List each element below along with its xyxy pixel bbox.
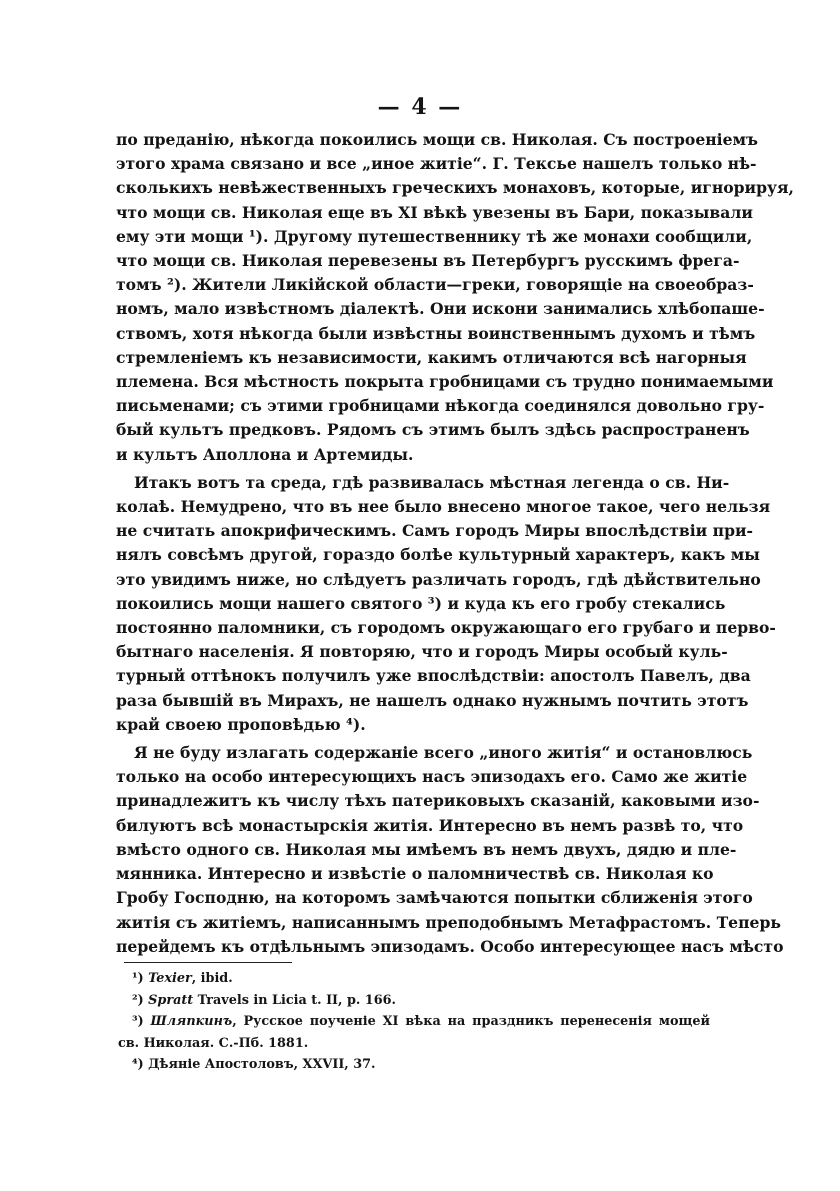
- footnote-text: Дѣяніе Апостоловъ, XXVII, 37.: [148, 1057, 376, 1072]
- text-line: колаѣ. Немудрено, что въ нее было внесено многое такое, чего нельзя: [116, 497, 771, 517]
- footnote-mark: ¹): [132, 971, 144, 986]
- text-line: перейдемъ къ отдѣльнымъ эпизодамъ. Особо интересующее насъ мѣсто: [116, 936, 784, 956]
- footnote-5: [118, 1054, 710, 1076]
- footnote-author: Spratt: [148, 992, 194, 1008]
- text-line: бытнаго населенія. Я повторяю, что и городъ Миры особый куль-: [116, 642, 728, 662]
- text-line: и культъ Аполлона и Артемиды.: [116, 444, 414, 464]
- text-line: этого храма связано и все „иное житіе“. Г. Тексье нашелъ только нѣ-: [116, 154, 757, 174]
- text-line: не считать апокрифическимъ. Самъ городъ Миры впослѣдствіи при-: [116, 521, 754, 541]
- text-line: Я не буду излагать содержаніе всего „иного житія“ и остановлюсь: [134, 743, 753, 763]
- text-line: что мощи св. Николая еще въ XI вѣкѣ увезены въ Бари, показывали: [116, 202, 753, 222]
- text-line: племена. Вся мѣстность покрыта гробницами съ трудно понимаемыми: [116, 372, 774, 392]
- text-line: только на особо интересующихъ насъ эпизодахъ его. Само же житіе: [116, 767, 748, 787]
- footnotes: [118, 968, 710, 1076]
- text-line: номъ, мало извѣстномъ діалектѣ. Они искони занимались хлѣбопаше-: [116, 299, 765, 319]
- paragraph-1: [116, 128, 794, 467]
- text-line: постоянно паломники, съ городомъ окружающаго его грубаго и перво-: [116, 618, 776, 638]
- text-line: раза бывшій въ Мирахъ, не нашелъ однако нужнымъ почтить этотъ: [116, 690, 749, 710]
- footnote-author: Шляпкинъ: [150, 1014, 233, 1029]
- text-line: мянника. Интересно и извѣстіе о паломничествѣ св. Николая ко: [116, 864, 714, 884]
- text-line: билуютъ всѣ монастырскія житія. Интересно въ немъ развѣ то, что: [116, 815, 744, 835]
- footnote-divider: [124, 962, 292, 963]
- text-line: вмѣсто одного св. Николая мы имѣемъ въ немъ двухъ, дядю и пле-: [116, 839, 737, 859]
- footnote-4: [118, 1033, 710, 1055]
- footnote-1: [118, 968, 710, 990]
- text-line: ему эти мощи ¹). Другому путешественнику тѣ же монахи сообщили,: [116, 226, 753, 246]
- footnote-mark: ²): [132, 992, 144, 1008]
- text-line: стремленіемъ къ независимости, какимъ отличаются всѣ нагорныя: [116, 347, 747, 367]
- text-line: Итакъ вотъ та среда, гдѣ развивалась мѣстная легенда о св. Ни-: [134, 472, 730, 492]
- text-line: край своею проповѣдью ⁴).: [116, 714, 366, 734]
- text-line: томъ ²). Жители Ликійской области—греки, говорящіе на своеобраз-: [116, 275, 754, 295]
- text-line: по преданію, нѣкогда покоились мощи св. Николая. Съ построеніемъ: [116, 130, 759, 149]
- text-line: принадлежитъ къ числу тѣхъ патериковыхъ сказаній, каковыми изо-: [116, 791, 760, 811]
- text-line: Гробу Господню, на которомъ замѣчаются попытки сближенія этого: [116, 888, 753, 908]
- body-text: [116, 128, 794, 959]
- paragraph-2: [116, 471, 776, 737]
- text-line: это увидимъ ниже, но слѣдуетъ различать городъ, гдѣ дѣйствительно: [116, 569, 761, 589]
- paragraph-3: [116, 741, 784, 959]
- footnote-mark: ³): [132, 1014, 144, 1029]
- text-line: ствомъ, хотя нѣкогда были извѣстны воинственнымъ духомъ и тѣмъ: [116, 323, 756, 343]
- text-line: покоились мощи нашего святого ³) и куда къ его гробу стекались: [116, 593, 726, 613]
- footnote-text: св. Николая. С.-Пб. 1881.: [118, 1035, 309, 1051]
- footnote-text: , Русское поученіе XI вѣка на праздникъ перенесенія мощей: [232, 1014, 710, 1029]
- text-line: что мощи св. Николая перевезены въ Петербургъ русскимъ фрега-: [116, 251, 740, 271]
- text-line: письменами; съ этими гробницами нѣкогда соединялся довольно гру-: [116, 396, 765, 416]
- text-line: сколькихъ невѣжественныхъ греческихъ монаховъ, которые, игнорируя,: [116, 178, 794, 198]
- footnote-3: [118, 1011, 710, 1033]
- text-line: бый культъ предковъ. Рядомъ съ этимъ былъ здѣсь распространенъ: [116, 420, 750, 440]
- page-number: — 4 —: [377, 94, 463, 120]
- text-line: нялъ совсѣмъ другой, гораздо болѣе культурный характеръ, какъ мы: [116, 545, 760, 565]
- footnote-mark: ⁴): [132, 1057, 144, 1072]
- text-line: турный оттѣнокъ получилъ уже впослѣдствіи: апостолъ Павелъ, два: [116, 666, 751, 686]
- footnote-text: , ibid.: [191, 971, 233, 986]
- text-line: житія съ житіемъ, написаннымъ преподобнымъ Метафрастомъ. Теперь: [116, 912, 781, 932]
- footnote-2: [118, 990, 710, 1012]
- footnote-text: Travels in Licia t. II, p. 166.: [193, 992, 396, 1008]
- footnote-author: Texier: [148, 971, 192, 986]
